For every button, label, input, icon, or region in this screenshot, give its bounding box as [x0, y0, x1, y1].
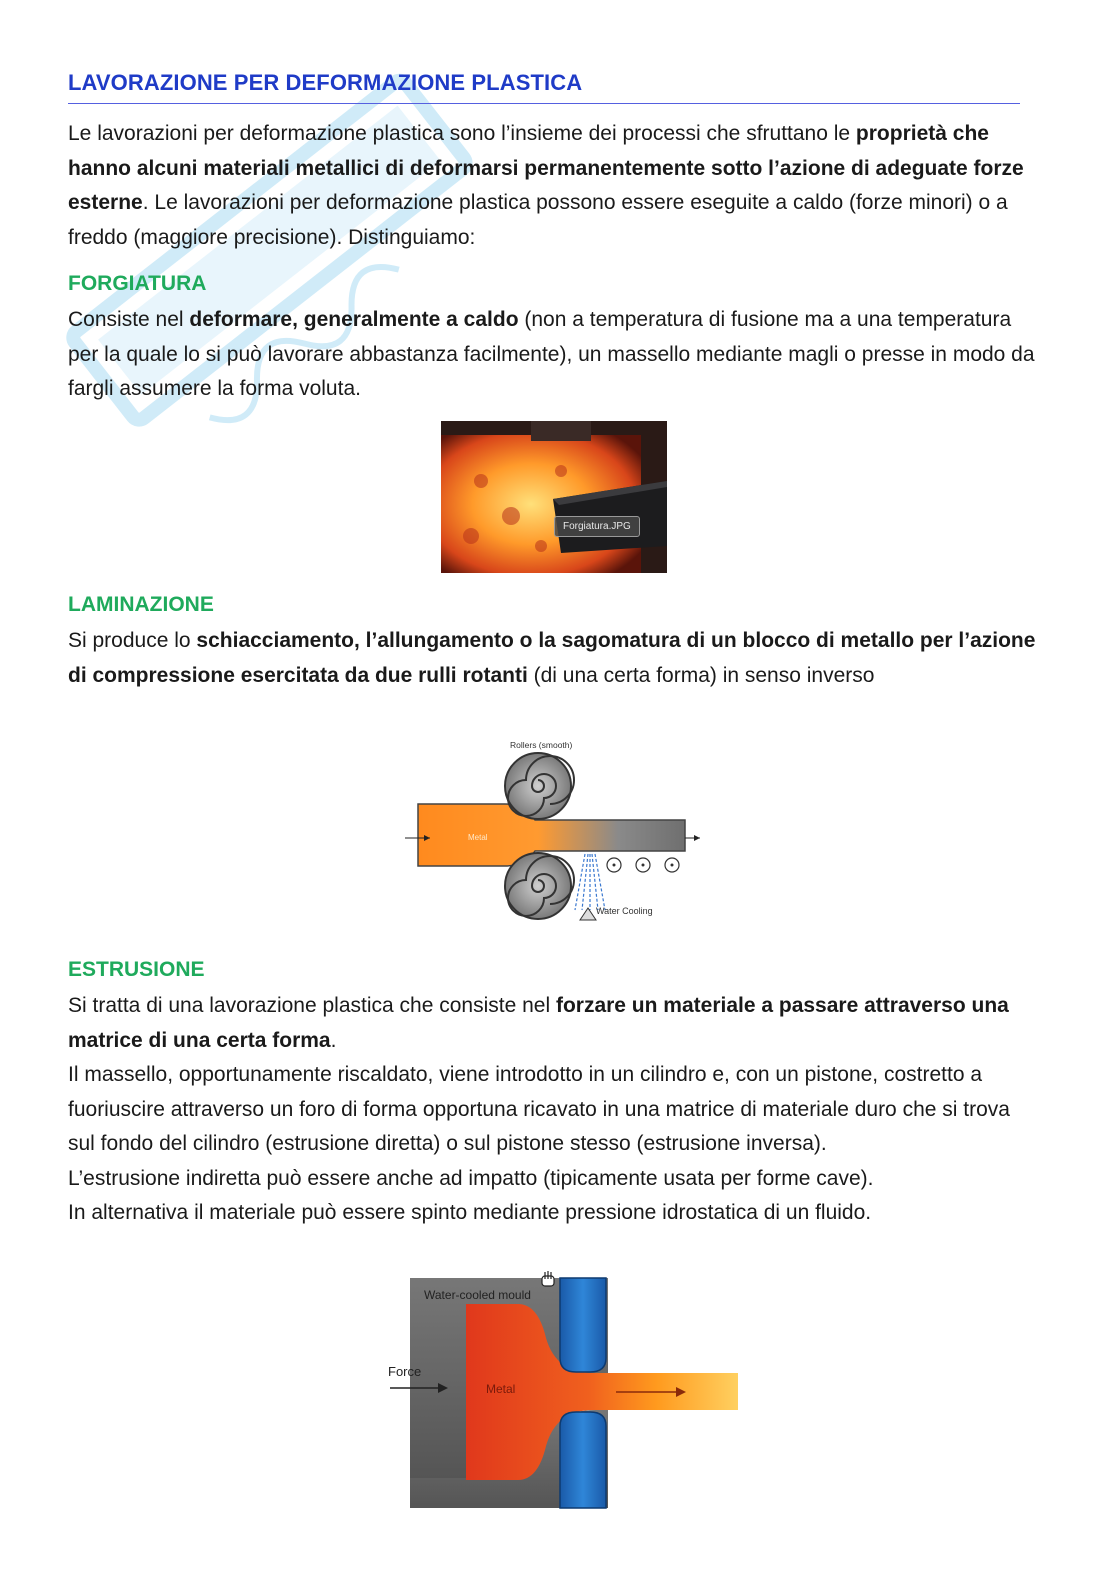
title-underline [68, 103, 1020, 104]
image-caption-chip: Forgiatura.JPG [554, 516, 640, 537]
mould-label: Water-cooled mould [424, 1288, 531, 1302]
laminazione-text-2: (di una certa forma) in senso inverso [527, 663, 875, 687]
force-label: Force [388, 1364, 422, 1379]
estrusione-diagram [378, 1268, 743, 1516]
forgiatura-text-1: Consiste nel [68, 308, 190, 331]
water-cooling-spray [575, 854, 605, 910]
estrusione-p3: L’estrusione indiretta può essere anche ad impatto (tipicamente usata per forme cave). [68, 1166, 874, 1190]
hand-cursor-icon [542, 1271, 554, 1286]
estrusione-p4: In alternativa il materiale può essere spinto mediante pressione idrostatica di un fluido. [68, 1201, 872, 1224]
estrusione-paragraph [68, 989, 1038, 1231]
water-channel-bottom [560, 1412, 606, 1508]
heading-laminazione: LAMINAZIONE [68, 593, 214, 616]
bottom-roller [505, 853, 574, 919]
heading-forgiatura: FORGIATURA [68, 272, 207, 295]
forging-photo-illustration [441, 421, 667, 573]
estrusione-p2: Il massello, opportunamente riscaldato, viene introdotto in un cilindro e, con un pistone, costretto a fuoriuscire attraverso un foro di forma opportuna ricavato in una matrice di materiale duro che si trova sul fondo del cilindro (estrusione diretta) o sul pistone stesso (estrusione inversa). [68, 1063, 1010, 1155]
estrusione-text-2: . [330, 1028, 337, 1052]
forgiatura-bold-1: deformare, generalmente a caldo [189, 308, 519, 331]
intro-bold-1: proprietà che hanno alcuni materiali metallici di deformarsi permanentemente sotto l’azione di adeguate forze esterne [68, 122, 1024, 214]
metal-extrusion-label: Metal [486, 1382, 516, 1396]
intro-text-2: . Le lavorazioni per deformazione plastica possono essere eseguite a caldo (forze minori) o a freddo (maggiore precisione). Distinguiamo: [68, 191, 1008, 249]
water-cooling-label: Water Cooling [596, 906, 653, 916]
laminazione-diagram [400, 734, 710, 930]
laminazione-paragraph [68, 624, 1038, 693]
laminazione-bold-1: schiacciamento, l’allungamento o la sagomatura di un blocco di metallo per l’azione di compressione esercitata da due rulli rotanti [68, 629, 1036, 687]
heading-estrusione: ESTRUSIONE [68, 958, 205, 981]
intro-paragraph [68, 117, 1038, 255]
top-roller [505, 753, 574, 819]
forgiatura-paragraph [68, 303, 1038, 407]
forgiatura-image [441, 421, 667, 573]
estrusione-bold-1: forzare un materiale a passare attraverso una matrice di una certa forma [68, 994, 1009, 1052]
rollers-label: Rollers (smooth) [510, 740, 573, 750]
forgiatura-text-2: (non a temperatura di fusione ma a una temperatura per la quale lo si può lavorare abbastanza facilmente), un massello mediante magli o presse in modo da fargli assumere la forma voluta. [68, 308, 1035, 400]
page-title: LAVORAZIONE PER DEFORMAZIONE PLASTICA [68, 70, 583, 95]
laminazione-text-1: Si produce lo [68, 629, 197, 652]
intro-text-1: Le lavorazioni per deformazione plastica sono l’insieme dei processi che sfruttano le [68, 122, 856, 145]
metal-label: Metal [468, 833, 488, 842]
estrusione-text-1: Si tratta di una lavorazione plastica che consiste nel [68, 994, 556, 1017]
water-channel-top [560, 1278, 606, 1372]
